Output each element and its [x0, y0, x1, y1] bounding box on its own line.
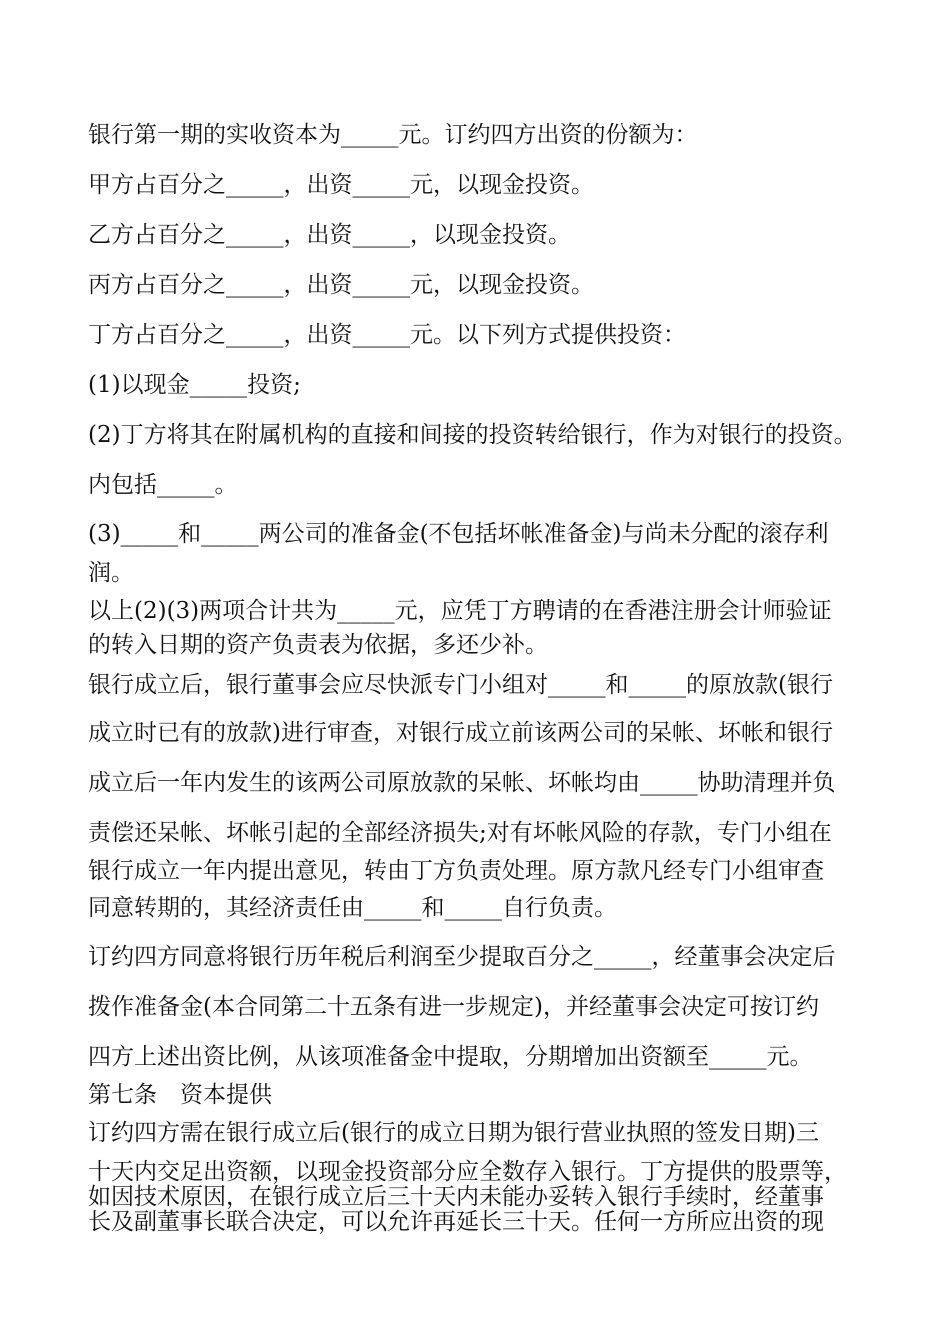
text-line: 同意转期的，其经济责任由_____和_____自行负责。: [88, 895, 617, 921]
text-line: 丙方占百分之_____，出资_____元，以现金投资。: [88, 272, 594, 298]
text-line: 订约四方同意将银行历年税后利润至少提取百分之_____，经董事会决定后: [88, 944, 836, 970]
text-line: 润。: [88, 560, 134, 586]
text-line: 拨作准备金(本合同第二十五条有进一步规定)，并经董事会决定可按订约: [88, 994, 819, 1020]
text-line: 成立时已有的放款)进行审查，对银行成立前该两公司的呆帐、坏帐和银行: [88, 720, 833, 746]
text-line: 十天内交足出资额，以现金投资部分应全数存入银行。丁方提供的股票等，: [88, 1159, 847, 1185]
text-line: 责偿还呆帐、坏帐引起的全部经济损失;对有坏帐风险的存款，专门小组在: [88, 820, 832, 846]
section-heading: 第七条 资本提供: [88, 1082, 272, 1108]
text-line: 银行成立后，银行董事会应尽快派专门小组对_____和_____的原放款(银行: [88, 672, 833, 698]
text-line: (1)以现金_____投资;: [88, 372, 301, 398]
text-line: 成立后一年内发生的该两公司原放款的呆帐、坏帐均由_____协助清理并负: [88, 770, 836, 796]
text-line: 四方上述出资比例，从该项准备金中提取，分期增加出资额至_____元。: [88, 1044, 813, 1070]
text-line: 内包括_____。: [88, 472, 238, 498]
text-line: 甲方占百分之_____，出资_____元，以现金投资。: [88, 172, 594, 198]
text-line: 银行成立一年内提出意见，转由丁方负责处理。原方款凡经专门小组审查: [88, 858, 824, 884]
text-line: 银行第一期的实收资本为_____元。订约四方出资的份额为：: [88, 122, 698, 148]
text-line: 长及副董事长联合决定，可以允许再延长三十天。任何一方所应出资的现: [88, 1209, 824, 1235]
text-line: (3)_____和_____两公司的准备金(不包括坏帐准备金)与尚未分配的滚存利: [88, 521, 829, 547]
text-line: 的转入日期的资产负责表为依据，多还少补。: [88, 632, 548, 658]
text-line: 如因技术原因，在银行成立后三十天内未能办妥转入银行手续时，经董事: [88, 1184, 824, 1210]
text-line: 订约四方需在银行成立后(银行的成立日期为银行营业执照的签发日期)三: [88, 1120, 819, 1146]
text-line: 以上(2)(3)两项合计共为_____元，应凭丁方聘请的在香港注册会计师验证: [88, 598, 832, 624]
text-line: 丁方占百分之_____，出资_____元。以下列方式提供投资：: [88, 322, 686, 348]
text-line: (2)丁方将其在附属机构的直接和间接的投资转给银行，作为对银行的投资。: [88, 422, 857, 448]
text-line: 乙方占百分之_____，出资_____，以现金投资。: [88, 222, 571, 248]
